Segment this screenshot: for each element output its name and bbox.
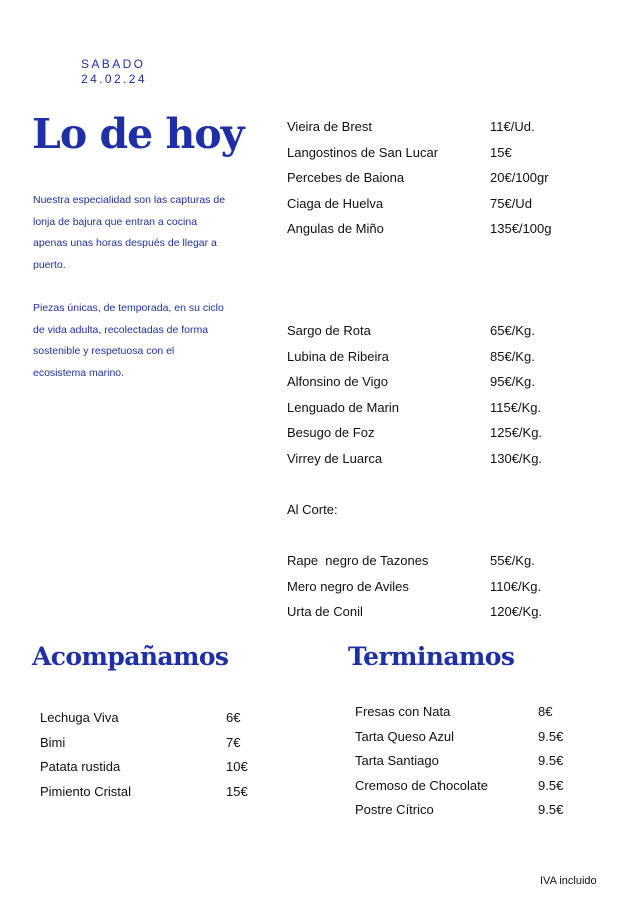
menu-item-price: 7€: [226, 734, 241, 750]
mariscos-list: [287, 114, 587, 242]
menu-item-name: Patata rustida: [40, 759, 121, 774]
acompanamos-list: [40, 706, 280, 804]
menu-item-name: Tarta Queso Azul: [355, 728, 454, 744]
menu-item-name: Besugo de Foz: [287, 425, 375, 441]
menu-item-name: Ciaga de Huelva: [287, 195, 384, 211]
menu-item: [287, 344, 587, 370]
menu-item: [40, 731, 280, 756]
date-block: [81, 57, 147, 87]
menu-item-price: 10€: [226, 759, 248, 774]
menu-item-name: Lechuga Viva: [40, 710, 119, 725]
menu-item: [287, 114, 587, 140]
menu-item-name: Cremoso de Chocolate: [355, 777, 488, 793]
menu-item-name: Rape negro de Tazones: [287, 553, 429, 568]
menu-item-name: Urta de Conil: [287, 604, 363, 620]
menu-item-price: 115€/Kg.: [490, 399, 542, 415]
page-title: Lo de hoy: [32, 110, 244, 158]
menu-item: [287, 548, 587, 574]
menu-item-price: 8€: [538, 704, 553, 719]
menu-item-price: 11€/Ud.: [490, 119, 535, 134]
menu-item-name: Percebes de Baiona: [287, 170, 405, 186]
menu-item-name: Langostinos de San Lucar: [287, 144, 439, 160]
terminamos-list: [355, 700, 595, 823]
intro-description: [33, 190, 228, 406]
menu-item-name: Vieira de Brest: [287, 119, 373, 134]
pescados-list: [287, 318, 587, 472]
menu-item-price: 130€/Kg.: [490, 450, 543, 466]
day-label: SABADO: [81, 57, 146, 71]
menu-item-price: 15€: [226, 783, 248, 799]
menu-item-price: 9.5€: [538, 777, 564, 793]
menu-item-price: 85€/Kg.: [490, 348, 535, 364]
al-corte-list: [287, 548, 587, 625]
intro-paragraph: Piezas únicas, de temporada, en su ciclo de vida adulta, recolectadas de forma sostenible y respetuosa con el ecosistema marino.: [33, 302, 224, 379]
menu-item: [40, 780, 280, 805]
menu-item: [355, 774, 595, 799]
menu-item: [287, 446, 587, 472]
menu-item: [287, 599, 587, 625]
intro-paragraph: Nuestra especialidad son las capturas de lonja de bajura que entran a cocina apenas unas horas después de llegar a puerto.: [33, 194, 226, 271]
menu-item-name: Tarta Santiago: [355, 753, 439, 768]
menu-item-price: 6€: [226, 710, 241, 725]
menu-item-price: 75€/Ud: [490, 195, 532, 211]
menu-item-price: 15€: [490, 144, 512, 160]
acompanamos-title: Acompañamos: [32, 642, 229, 671]
menu-item: [287, 165, 587, 191]
al-corte-label: Al Corte:: [287, 502, 338, 517]
menu-item-name: Mero negro de Aviles: [287, 578, 409, 594]
menu-item: [40, 755, 280, 780]
menu-item-price: 55€/Kg.: [490, 553, 535, 568]
menu-item: [355, 749, 595, 774]
menu-item-name: Pimiento Cristal: [40, 783, 132, 799]
menu-item: [287, 574, 587, 600]
menu-item: [287, 369, 587, 395]
menu-item-name: Virrey de Luarca: [287, 450, 383, 466]
menu-item-name: Postre Cítrico: [355, 802, 434, 817]
menu-item-price: 120€/Kg.: [490, 604, 543, 620]
menu-item-price: 95€/Kg.: [490, 374, 535, 390]
date-label: 24.02.24: [81, 72, 147, 86]
menu-item-price: 135€/100g: [490, 221, 552, 237]
menu-item-name: Angulas de Miño: [287, 221, 384, 237]
menu-item-price: 9.5€: [538, 802, 564, 817]
menu-item-price: 9.5€: [538, 753, 564, 768]
menu-item-name: Lenguado de Marin: [287, 399, 400, 415]
menu-item: [40, 706, 280, 731]
menu-item: [355, 798, 595, 823]
menu-item-name: Fresas con Nata: [355, 704, 451, 719]
menu-item-price: 110€/Kg.: [490, 578, 542, 594]
menu-item-price: 20€/100gr: [490, 170, 549, 186]
menu-item: [355, 725, 595, 750]
menu-item-price: 9.5€: [538, 728, 564, 744]
menu-item: [287, 191, 587, 217]
menu-item: [287, 140, 587, 166]
menu-item: [287, 318, 587, 344]
menu-item: [355, 700, 595, 725]
tax-note: IVA incluido: [540, 875, 597, 887]
terminamos-title: Terminamos: [348, 642, 515, 671]
menu-item: [287, 216, 587, 242]
menu-item-name: Alfonsino de Vigo: [287, 374, 388, 390]
menu-item-name: Bimi: [40, 734, 66, 750]
menu-item-name: Lubina de Ribeira: [287, 348, 389, 364]
menu-item-price: 65€/Kg.: [490, 323, 535, 338]
menu-item: [287, 420, 587, 446]
menu-item: [287, 395, 587, 421]
menu-item-price: 125€/Kg.: [490, 425, 543, 441]
menu-item-name: Sargo de Rota: [287, 323, 371, 338]
